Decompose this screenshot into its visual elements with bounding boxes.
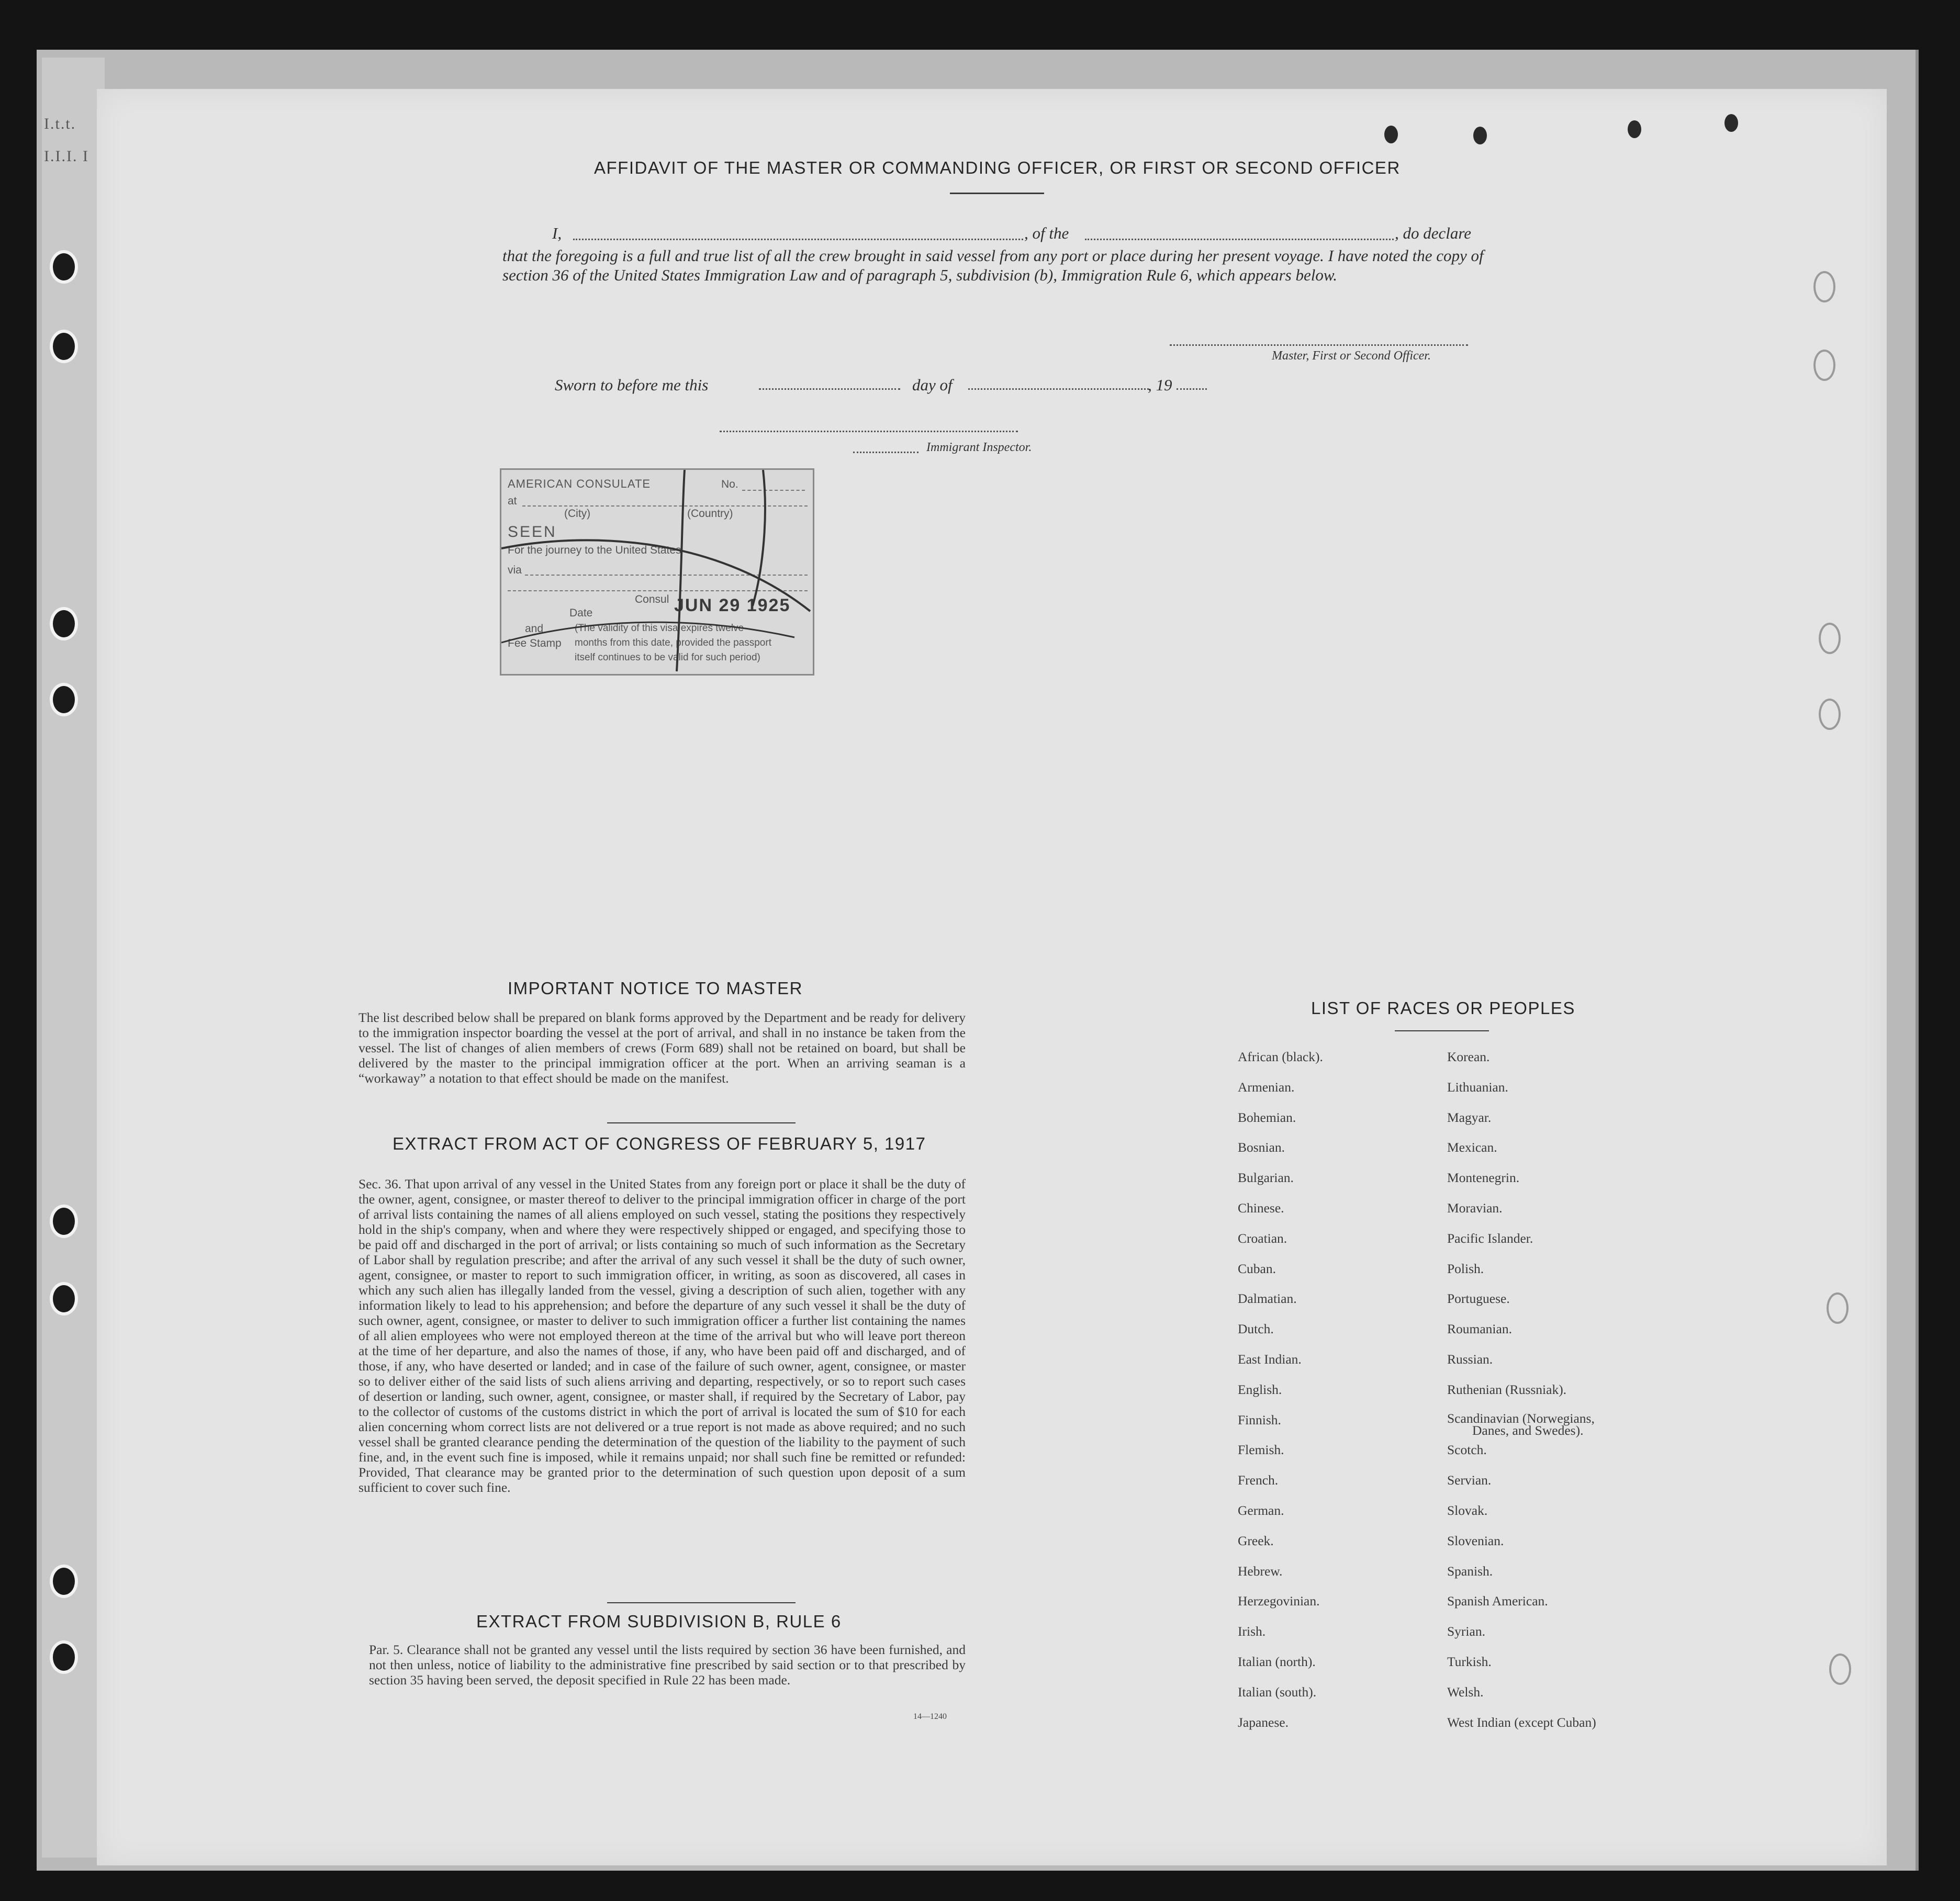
notice-heading: IMPORTANT NOTICE TO MASTER	[508, 978, 803, 998]
race-item: Ruthenian (Russniak).	[1447, 1381, 1567, 1397]
form-number: 14—1240	[913, 1712, 947, 1721]
race-item: Croatian.	[1238, 1230, 1287, 1246]
rule-heading: EXTRACT FROM SUBDIVISION B, RULE 6	[476, 1612, 842, 1631]
race-item-line2: Danes, and Swedes).	[1472, 1422, 1584, 1438]
edge-mark-2: I.I.I. I	[44, 148, 89, 165]
races-heading: LIST OF RACES OR PEOPLES	[1311, 998, 1575, 1018]
stamp-no: No.	[721, 478, 738, 490]
affidavit-of-the: , of the	[1024, 224, 1069, 242]
race-item: Slovenian.	[1447, 1533, 1504, 1548]
race-item: Bosnian.	[1238, 1140, 1285, 1155]
race-item: English.	[1238, 1381, 1282, 1397]
binder-hole	[50, 330, 78, 363]
race-item-scandinavian	[1447, 1412, 1719, 1443]
race-item: West Indian (except Cuban)	[1447, 1714, 1596, 1730]
race-item: Italian (south).	[1238, 1684, 1317, 1700]
form-page	[97, 89, 1887, 1865]
binder-hole	[50, 1205, 78, 1238]
race-item: French.	[1238, 1472, 1279, 1488]
consular-visa-stamp	[500, 468, 814, 676]
binder-hole	[50, 1640, 78, 1674]
race-item: Slovak.	[1447, 1502, 1488, 1518]
race-item: Roumanian.	[1447, 1321, 1512, 1337]
affidavit-do-declare: , do declare	[1395, 224, 1472, 242]
signature-blank	[1170, 344, 1468, 346]
race-item: Greek.	[1238, 1533, 1274, 1548]
race-item: Lithuanian.	[1447, 1079, 1508, 1095]
vessel-blank	[1085, 239, 1394, 240]
punch-mark	[1473, 127, 1487, 144]
section-rule	[607, 1602, 796, 1603]
race-item: Scotch.	[1447, 1442, 1487, 1458]
race-item: Hebrew.	[1238, 1563, 1283, 1579]
affidavit-body: that the foregoing is a full and true list of all the crew brought in said vessel from any port or place during her present voyage. I have noted the copy of section 36 of the United States Immigration Law and of paragraph 5, subdivision (b), Immigration Rule 6, which appears below.	[502, 246, 1484, 284]
binder-hole	[50, 250, 78, 284]
sworn-day-of: day of	[912, 376, 953, 394]
race-item: Korean.	[1447, 1049, 1490, 1064]
stamp-validity-3: itself continues to be valid for such period)	[575, 652, 760, 663]
race-item: Bulgarian.	[1238, 1170, 1294, 1186]
stamp-consul: Consul	[635, 593, 669, 605]
binder-ring	[1827, 1292, 1849, 1324]
day-blank	[759, 388, 900, 390]
act-heading: EXTRACT FROM ACT OF CONGRESS OF FEBRUARY 5, 1917	[393, 1134, 926, 1153]
binder-hole	[50, 1282, 78, 1315]
race-item: Polish.	[1447, 1261, 1484, 1276]
year-blank	[1177, 388, 1207, 390]
stamp-title: AMERICAN CONSULATE	[508, 477, 651, 490]
race-item: Mexican.	[1447, 1140, 1497, 1155]
race-item: Herzegovinian.	[1238, 1593, 1320, 1609]
race-item: Cuban.	[1238, 1261, 1276, 1276]
stamp-via: via	[508, 564, 522, 576]
binder-ring	[1819, 699, 1841, 730]
race-item: African (black).	[1238, 1049, 1323, 1064]
race-item: Moravian.	[1447, 1200, 1503, 1216]
binder-hole	[50, 1565, 78, 1598]
binder-hole	[50, 683, 78, 716]
race-item: Spanish.	[1447, 1563, 1493, 1579]
inspector-caption: Immigrant Inspector.	[926, 441, 1032, 454]
race-item: Irish.	[1238, 1624, 1266, 1639]
affidavit-heading: AFFIDAVIT OF THE MASTER OR COMMANDING OFFICER, OR FIRST OR SECOND OFFICER	[594, 158, 1401, 177]
inspector-blank	[720, 431, 1018, 432]
race-item: Turkish.	[1447, 1653, 1492, 1669]
stamp-validity-2: months from this date, provided the passport	[575, 637, 771, 648]
sworn-year: , 19	[1148, 376, 1172, 394]
race-item: Japanese.	[1238, 1714, 1289, 1730]
edge-mark-1: I.t.t.	[44, 115, 76, 132]
race-item: Chinese.	[1238, 1200, 1284, 1216]
race-item: Montenegrin.	[1447, 1170, 1520, 1186]
races-right-column	[1447, 1049, 1719, 1745]
stamp-journey: For the journey to the United States	[508, 544, 681, 556]
act-body: Sec. 36. That upon arrival of any vessel in the United States from any foreign port or place it shall be the duty of the owner, agent, consignee, or master thereof to deliver to the principal immigration officer in charge of the port of arrival lists containing the names of all aliens employed on such vessel, stating the positions they respectively hold in the ship's company, when and where they were respectively shipped or engaged, and specifying those to be paid off and discharged in the port of arrival; or lists containing so much of such information as the Secretary of Labor shall by regulation prescribe; and after the arrival of any such vessel it shall be the duty of such owner, agent, consignee, or master to report to such immigration officer, in writing, as soon as discovered, all cases in which any such alien has illegally landed from the vessel, giving a description of such alien, together with any information likely to lead to his apprehension; and before the departure of any such vessel it shall be the duty of such owner, agent, consignee, or master to deliver to such immigration officer a further list containing the names of all alien employees who were not employed thereon at the time of the arrival but who will leave port thereon at the time of her departure, and also the names of those, if any, who have been paid off and discharged, and of those, if any, who have deserted or landed; and in case of the failure of such owner, agent, consignee, or master so to deliver either of the said lists of such aliens arriving and departing, respectively, or so to report such cases of desertion or landing, such owner, agent, consignee, or master shall, if required by the Secretary of Labor, pay to the collector of customs of the customs district in which the port of arrival is located the sum of $10 for each alien concerning whom correct lists are not delivered or a true report is not made as above required; and no such vessel shall be granted clearance pending the determination of the question of the liability to the payment of such fine, and, in the event such fine is imposed, while it remains unpaid; nor shall such fine be remitted or refunded: Provided, That clearance may be granted prior to the determination of such question upon deposit of a sum sufficient to cover such fine.	[359, 1176, 966, 1495]
rule-body: Par. 5. Clearance shall not be granted any vessel until the lists required by section 36 have been furnished, and not then unless, notice of liability to the administrative fine prescribed by said section or to that prescribed by section 35 having been served, the deposit specified in Rule 22 has been made.	[369, 1642, 966, 1688]
race-item: Finnish.	[1238, 1412, 1281, 1427]
binder-ring	[1829, 1653, 1851, 1685]
stamp-seen: SEEN	[508, 523, 557, 541]
stamp-fee-and: and	[525, 623, 544, 635]
race-item: Portuguese.	[1447, 1291, 1510, 1307]
race-item: Spanish American.	[1447, 1593, 1548, 1609]
stamp-country: (Country)	[687, 508, 733, 520]
race-item: Russian.	[1447, 1351, 1493, 1367]
stamp-fee-stamp: Fee Stamp	[508, 637, 562, 649]
stamp-date: JUN 29 1925	[674, 595, 791, 615]
month-blank	[968, 388, 1149, 390]
race-item: Magyar.	[1447, 1109, 1492, 1125]
binder-ring	[1813, 350, 1835, 381]
races-heading-rule	[1395, 1030, 1489, 1031]
name-blank	[573, 239, 1023, 240]
stamp-city: (City)	[564, 508, 591, 520]
race-item: Welsh.	[1447, 1684, 1484, 1700]
affidavit-i: I,	[552, 224, 562, 242]
race-item-line1: Scandinavian (Norwegians,	[1447, 1410, 1595, 1426]
race-item: German.	[1238, 1502, 1284, 1518]
race-item: Servian.	[1447, 1472, 1492, 1488]
race-item: Italian (north).	[1238, 1653, 1316, 1669]
race-item: Pacific Islander.	[1447, 1230, 1533, 1246]
notice-body: The list described below shall be prepared on blank forms approved by the Department and be ready for delivery to the immigration inspector boarding the vessel at the port of arrival, and shall in no instance be taken from the vessel. The list of changes of alien members of crews (Form 689) shall not be retained on board, but shall be delivered by the master to the principal immigration officer at the port. When an arriving seaman is a “workaway” a notation to that effect should be made on the manifest.	[359, 1010, 966, 1086]
signature-scrawl	[501, 470, 813, 674]
race-item: Dalmatian.	[1238, 1291, 1297, 1307]
sworn-prefix: Sworn to before me this	[555, 376, 709, 394]
race-item: Dutch.	[1238, 1321, 1274, 1337]
race-item: Flemish.	[1238, 1442, 1284, 1458]
stamp-date-label: Date	[569, 607, 593, 619]
binder-ring	[1819, 623, 1841, 654]
binder-ring	[1813, 271, 1835, 302]
punch-mark	[1724, 114, 1738, 132]
section-rule	[607, 1122, 796, 1123]
races-left-column	[1238, 1049, 1426, 1745]
inspector-blank-short	[853, 452, 919, 453]
signature-caption: Master, First or Second Officer.	[1272, 349, 1431, 363]
punch-mark	[1628, 120, 1641, 138]
heading-rule	[950, 193, 1044, 194]
binder-hole	[50, 607, 78, 640]
race-item: Syrian.	[1447, 1624, 1485, 1639]
race-item: Armenian.	[1238, 1079, 1295, 1095]
race-item: Bohemian.	[1238, 1109, 1296, 1125]
race-item: East Indian.	[1238, 1351, 1302, 1367]
stamp-at: at	[508, 495, 517, 507]
stamp-validity-1: (The validity of this visa expires twelve	[575, 623, 744, 634]
punch-mark	[1384, 126, 1398, 143]
